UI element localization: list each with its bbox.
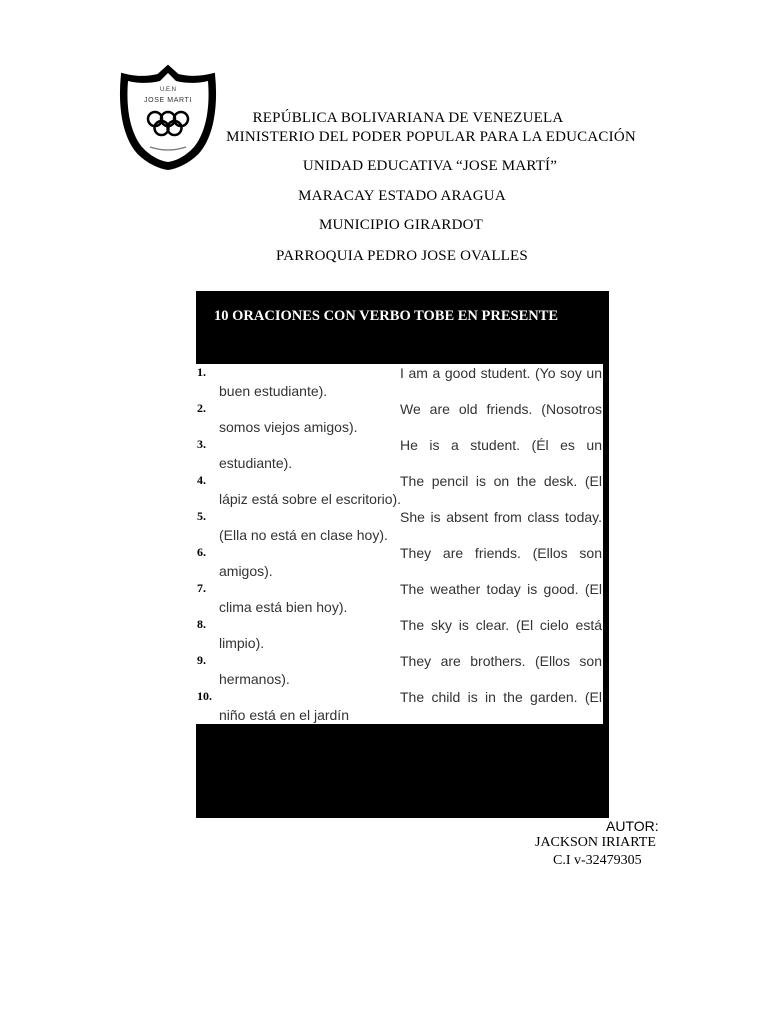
- list-item: [196, 580, 603, 616]
- item-number: 2.: [197, 401, 206, 415]
- item-number: 10.: [197, 689, 212, 703]
- item-number: 7.: [197, 581, 206, 595]
- header-school: UNIDAD EDUCATIVA “JOSE MARTÍ”: [302, 158, 558, 174]
- box-title: 10 ORACIONES CON VERBO TOBE EN PRESENTE: [214, 308, 559, 324]
- list-item: [196, 688, 603, 724]
- item-text: The child is in the garden. (El niño está en el jardín: [219, 689, 602, 723]
- header-country: REPÚBLICA BOLIVARIANA DE VENEZUELA: [252, 110, 564, 126]
- item-text: They are brothers. (Ellos son hermanos).: [219, 653, 602, 687]
- list-item: [196, 364, 603, 400]
- crest-text-name: JOSE MARTI: [144, 97, 192, 104]
- item-text: He is a student. (Él es un estudiante).: [219, 437, 602, 471]
- header-city: MARACAY ESTADO ARAGUA: [298, 188, 506, 204]
- item-text: They are friends. (Ellos son amigos).: [219, 545, 602, 579]
- list-item: [196, 544, 603, 580]
- item-number: 5.: [197, 509, 206, 523]
- list-item: [196, 400, 603, 436]
- sentence-list: [196, 364, 603, 724]
- item-text: I am a good student. (Yo soy un buen estudiante).: [219, 365, 602, 399]
- item-number: 3.: [197, 437, 206, 451]
- list-item: [196, 652, 603, 688]
- list-item: [196, 616, 603, 652]
- item-text: The sky is clear. (El cielo está limpio).: [219, 617, 602, 651]
- item-number: 6.: [197, 545, 206, 559]
- author-id: C.I v-32479305: [553, 853, 642, 868]
- item-number: 4.: [197, 473, 206, 487]
- list-item: [196, 472, 603, 508]
- item-text: She is absent from class today. (Ella no está en clase hoy).: [219, 509, 602, 543]
- item-text: The weather today is good. (El clima está bien hoy).: [219, 581, 602, 615]
- item-text: We are old friends. (Nosotros somos viejos amigos).: [219, 401, 602, 435]
- author-label: AUTOR:: [606, 818, 659, 834]
- list-item: [196, 436, 603, 472]
- author-name: JACKSON IRIARTE: [535, 835, 656, 850]
- list-item: [196, 508, 603, 544]
- crest-text-top: U.E.N: [159, 87, 177, 93]
- item-number: 8.: [197, 617, 206, 631]
- item-number: 9.: [197, 653, 206, 667]
- header-parish: PARROQUIA PEDRO JOSE OVALLES: [276, 248, 528, 264]
- sentences-box: [196, 291, 609, 818]
- header-municipality: MUNICIPIO GIRARDOT: [318, 217, 483, 233]
- item-number: 1.: [197, 365, 206, 379]
- item-text: The pencil is on the desk. (El lápiz está sobre el escritorio).: [219, 473, 602, 507]
- header-ministry: MINISTERIO DEL PODER POPULAR PARA LA EDUCACIÓN: [226, 129, 636, 145]
